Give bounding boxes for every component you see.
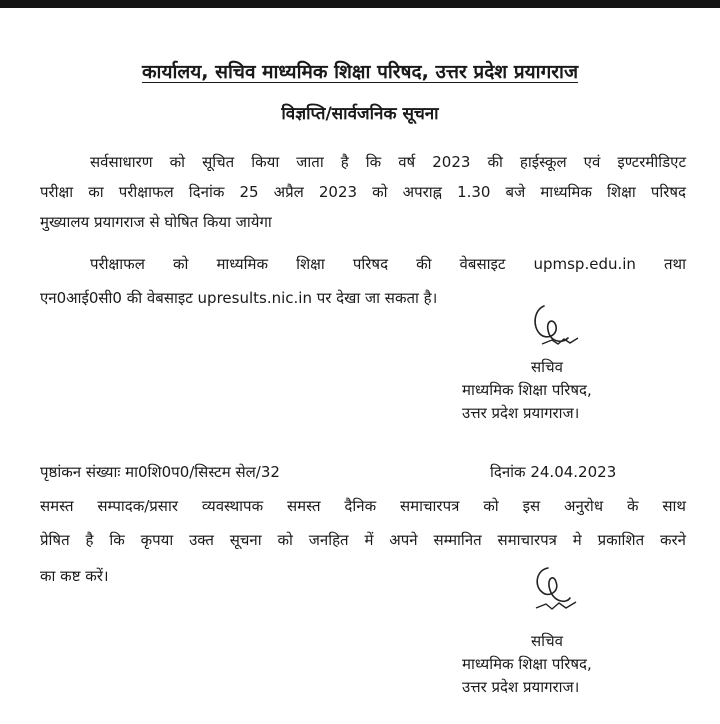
notice-paragraph-2-line-2: एन0आई0सी0 की वेबसाइट upresults.nic.in पर देखा जा सकता है। xyxy=(40,289,438,307)
signatory-department: माध्यमिक शिक्षा परिषद, xyxy=(462,381,592,399)
notice-paragraph-1-line-2: परीक्षा का परीक्षाफल दिनांक 25 अप्रैल 2023 को अपराह्न 1.30 बजे माध्यमिक शिक्षा परिषद xyxy=(40,183,686,201)
endorsement-line-2: प्रेषित है कि कृपया उक्त सूचना को जनहित में अपने सम्मानित समाचारपत्र मे प्रकाशित करने xyxy=(40,531,686,549)
signature-block-1 xyxy=(462,356,632,425)
notice-paragraph-1-line-3: मुख्यालय प्रयागराज से घोषित किया जायेगा xyxy=(40,213,272,231)
notice-paragraph-1-line-1: सर्वसाधारण को सूचित किया जाता है कि वर्ष 2023 की हाईस्कूल एवं इण्टरमीडिएट xyxy=(90,153,686,171)
signatory-department: माध्यमिक शिक्षा परिषद, xyxy=(462,655,592,673)
signatory-location: उत्तर प्रदेश प्रयागराज। xyxy=(462,678,580,696)
signature-mark-2 xyxy=(526,562,596,622)
signatory-designation: सचिव xyxy=(531,632,563,650)
endorsement-date: दिनांक 24.04.2023 xyxy=(490,463,617,481)
office-heading: कार्यालय, सचिव माध्यमिक शिक्षा परिषद, उत्तर प्रदेश प्रयागराज xyxy=(141,61,579,83)
notice-paragraph-2-line-1: परीक्षाफल को माध्यमिक शिक्षा परिषद की वेबसाइट upmsp.edu.in तथा xyxy=(90,255,686,273)
signature-block-2 xyxy=(462,630,632,699)
endorsement-reference: पृष्ठांकन संख्याः मा0शि0प0/सिस्टम सेल/32 xyxy=(40,463,280,481)
signatory-location: उत्तर प्रदेश प्रयागराज। xyxy=(462,404,580,422)
endorsement-line-1: समस्त सम्पादक/प्रसार व्यवस्थापक समस्त दैनिक समाचारपत्र को इस अनुरोध के साथ xyxy=(40,497,686,515)
endorsement-line-3: का कष्ट करें। xyxy=(40,567,109,585)
signatory-designation: सचिव xyxy=(531,358,563,376)
signature-mark-1 xyxy=(528,300,598,352)
notice-title: विज्ञप्ति/सार्वजनिक सूचना xyxy=(281,104,439,124)
